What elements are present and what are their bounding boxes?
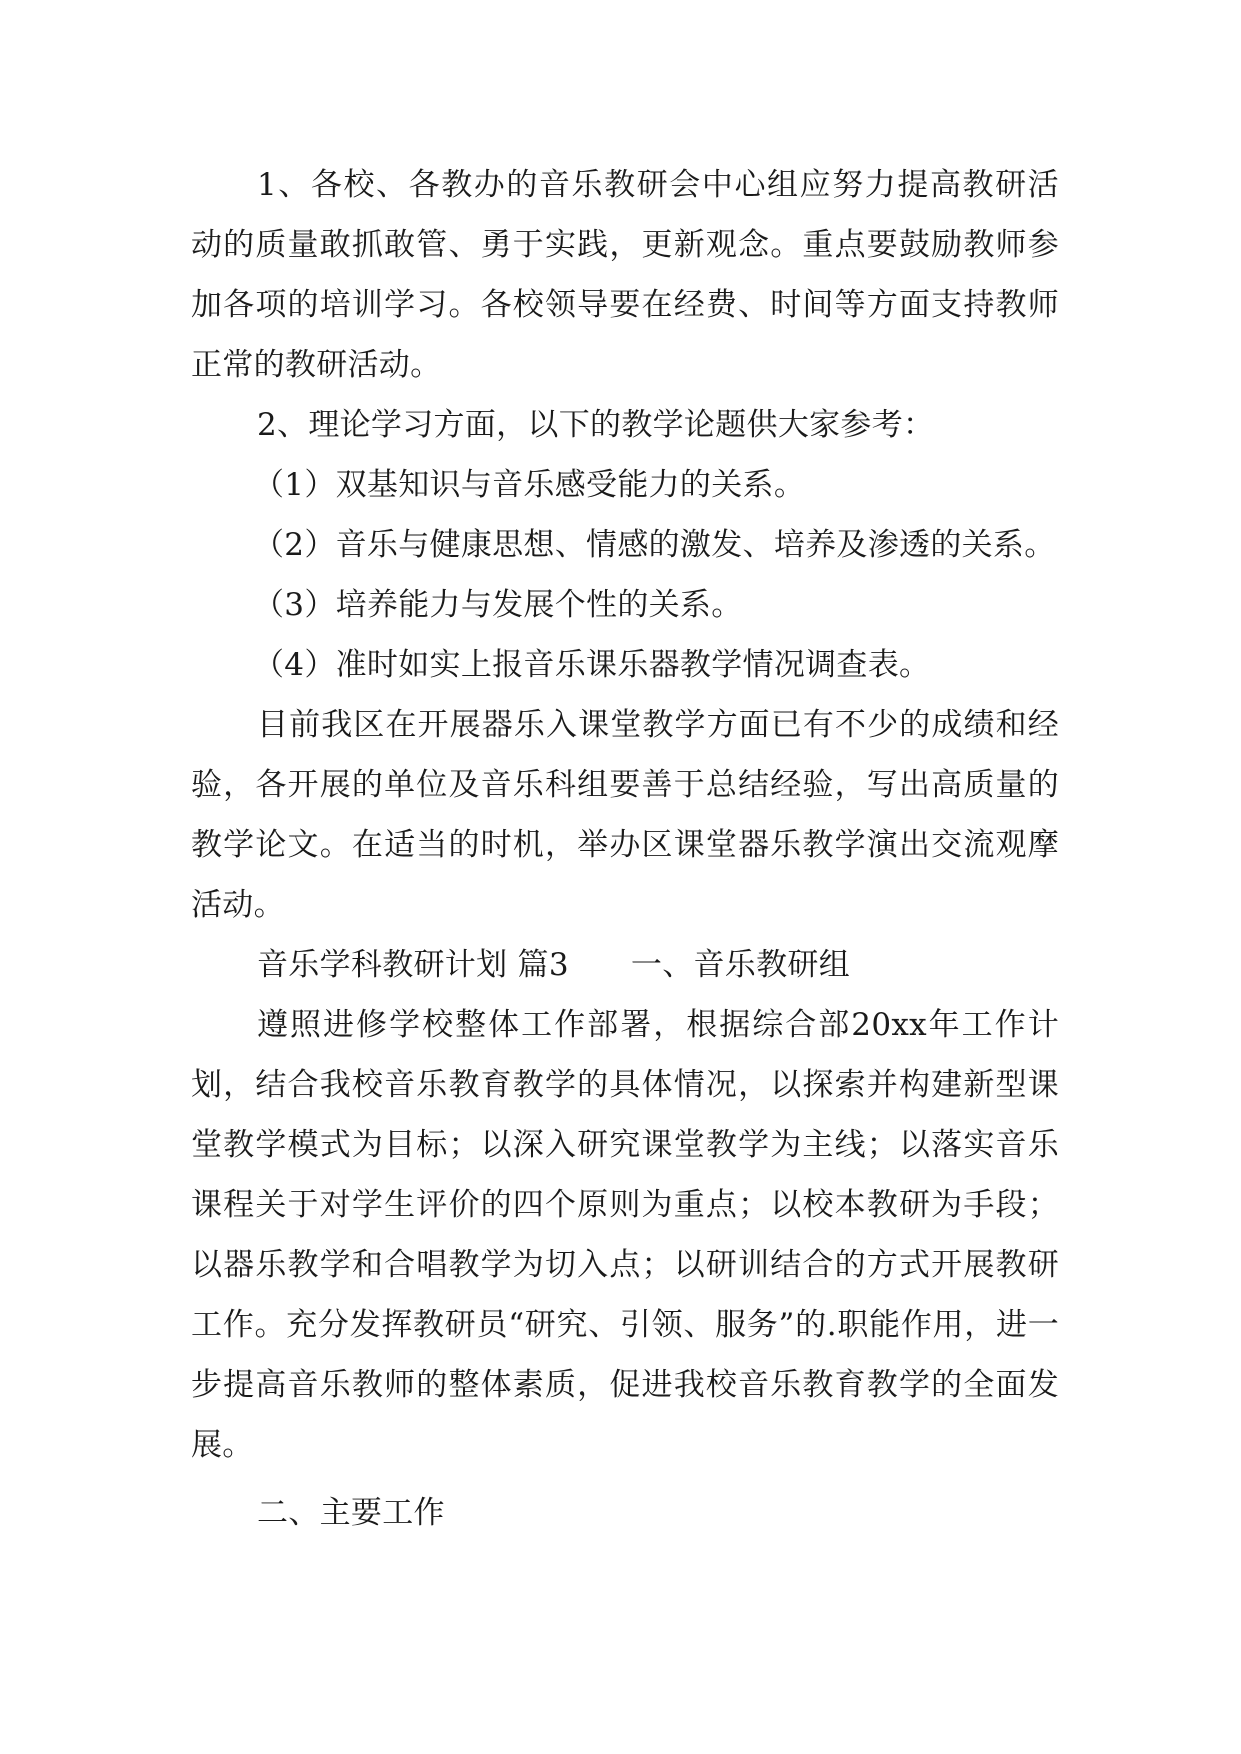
paragraph-achievements: 目前我区在开展器乐入课堂教学方面已有不少的成绩和经验，各开展的单位及音乐科组要善于总结经验，写出高质量的教学论文。在适当的时机，举办区课堂器乐教学演出交流观摩活动。 [191, 707, 1059, 923]
topic-item-4: （4）准时如实上报音乐课乐器教学情况调查表。 [253, 647, 931, 683]
topic-item-2: （2）音乐与健康思想、情感的激发、培养及渗透的关系。 [253, 527, 1056, 563]
paragraph-teaching-research-groups: 1、各校、各教办的音乐教研会中心组应努力提高教研活动的质量敢抓敢管、勇于实践，更新观念。重点要鼓励教师参加各项的培训学习。各校领导要在经费、时间等方面支持教师正常的教研活动。 [191, 167, 1059, 383]
document-body [191, 155, 1059, 1543]
heading-main-work: 二、主要工作 [257, 1495, 445, 1531]
section-title: 音乐学科教研计划 篇3 [257, 947, 569, 983]
paragraph-work-plan: 遵照进修学校整体工作部署，根据综合部20xx年工作计划，结合我校音乐教育教学的具体情况，以探索并构建新型课堂教学模式为目标；以深入研究课堂教学为主线；以落实音乐课程关于对学生评价的四个原则为重点；以校本教研为手段；以器乐教学和合唱教学为切入点；以研训结合的方式开展教研工作。充分发挥教研员“研究、引领、服务”的.职能作用，进一步提高音乐教师的整体素质，促进我校音乐教育教学的全面发展。 [191, 1007, 1059, 1463]
section-heading [191, 935, 1059, 995]
topic-item-1: （1）双基知识与音乐感受能力的关系。 [253, 467, 806, 503]
paragraph-theory-study: 2、理论学习方面，以下的教学论题供大家参考： [257, 407, 935, 443]
topic-item-3: （3）培养能力与发展个性的关系。 [253, 587, 743, 623]
section-subtitle: 一、音乐教研组 [630, 947, 850, 983]
